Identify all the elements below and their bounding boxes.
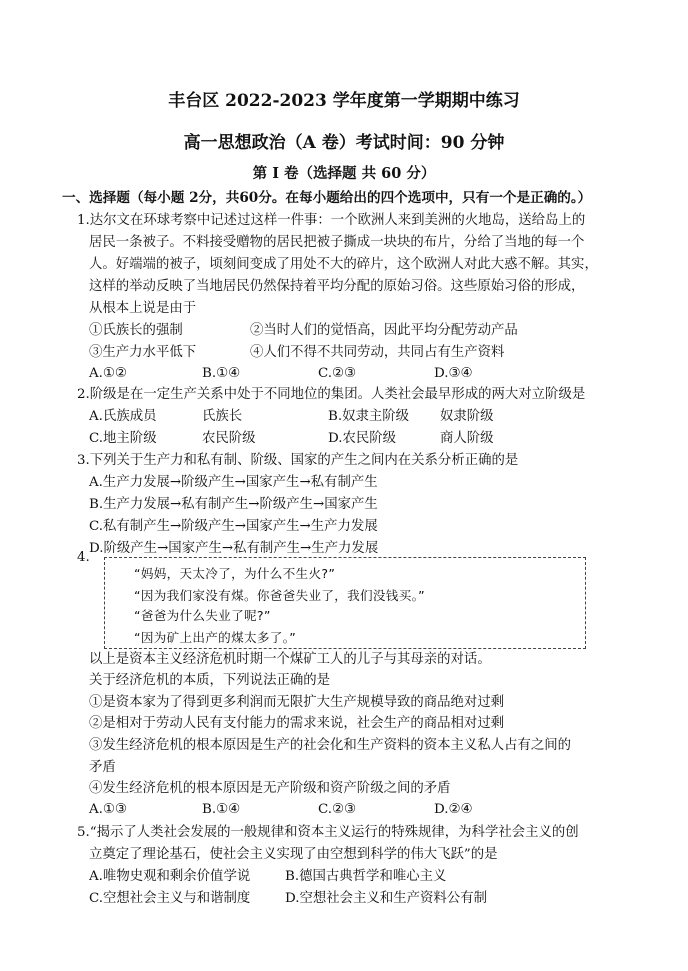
q2-option-b-pair: 奴隶阶级 bbox=[440, 409, 494, 424]
q1-option-a: A.①② bbox=[89, 366, 127, 381]
q2-option-c: C.地主阶级 bbox=[89, 431, 157, 446]
q4-statement-1: ①是资本家为了得到更多利润而无限扩大生产规模导致的商品绝对过剩 bbox=[89, 695, 505, 710]
q1-stem-line: 人。好端端的被子，顷刻间变成了用处不大的碎片，这个欧洲人对此大惑不解。其实， bbox=[89, 257, 598, 272]
volume-heading: 第 I 卷（选择题 共 60 分） bbox=[252, 165, 436, 182]
q4-number: 4. bbox=[77, 550, 90, 565]
q1-option-c: C.②③ bbox=[318, 366, 357, 381]
section-heading: 一、选择题（每小题 2分，共60分。在每小题给出的四个选项中，只有一个是正确的。） bbox=[62, 190, 592, 206]
q3-option-d: D.阶级产生→国家产生→私有制产生→生产力发展 bbox=[89, 541, 379, 556]
q4-statement-4: ④发生经济危机的根本原因是无产阶级和资产阶级之间的矛盾 bbox=[89, 781, 451, 796]
q1-statement-4: ④人们不得不共同劳动，共同占有生产资料 bbox=[250, 345, 505, 360]
q2-option-d: D.农民阶级 bbox=[328, 431, 397, 446]
q4-statement-2: ②是相对于劳动人民有支付能力的需求来说，社会生产的商品相对过剩 bbox=[89, 716, 505, 731]
q5-option-a: A.唯物史观和剩余价值学说 bbox=[89, 869, 251, 884]
q2-stem: 2.阶级是在一定生产关系中处于不同地位的集团。人类社会最早形成的两大对立阶级是 bbox=[77, 387, 586, 402]
q4-statement-3-cont: 矛盾 bbox=[89, 760, 116, 775]
q3-option-a: A.生产力发展→阶级产生→国家产生→私有制产生 bbox=[89, 475, 378, 490]
dialog-line: “因为矿上出产的煤太多了。” bbox=[134, 630, 297, 645]
q1-option-b: B.①④ bbox=[202, 366, 241, 381]
q5-option-b: B.德国古典哲学和唯心主义 bbox=[285, 869, 447, 884]
q2-option-c-pair: 农民阶级 bbox=[202, 431, 256, 446]
q2-option-a-pair: 氏族长 bbox=[202, 409, 243, 424]
dialog-line: “爸爸为什么失业了呢?” bbox=[134, 608, 271, 623]
q5-stem-line: 5.“揭示了人类社会发展的一般规律和资本主义运行的特殊规律，为科学社会主义的创 bbox=[77, 825, 579, 840]
q4-option-c: C.②③ bbox=[318, 802, 357, 817]
q4-stem-line: 以上是资本主义经济危机时期一个煤矿工人的儿子与其母亲的对话。 bbox=[89, 652, 491, 667]
q4-option-d: D.②④ bbox=[434, 802, 473, 817]
q5-stem-line: 立奠定了理论基石，使社会主义实现了由空想到科学的伟大飞跃”的是 bbox=[89, 847, 498, 862]
q1-statement-2: ②当时人们的觉悟高，因此平均分配劳动产品 bbox=[250, 323, 518, 338]
q1-statement-1: ①氏族长的强制 bbox=[89, 323, 183, 338]
q3-option-c: C.私有制产生→阶级产生→国家产生→生产力发展 bbox=[89, 519, 378, 534]
dialog-line: “妈妈，天太冷了，为什么不生火?” bbox=[134, 566, 336, 581]
q5-option-d: D.空想社会主义和生产资料公有制 bbox=[285, 891, 487, 906]
q5-option-c: C.空想社会主义与和谐制度 bbox=[89, 891, 251, 906]
q1-stem-line: 1.达尔文在环球考察中记述过这样一件事：一个欧洲人来到美洲的火地岛，送给岛上的 bbox=[77, 213, 586, 228]
q1-statement-3: ③生产力水平低下 bbox=[89, 345, 197, 360]
q3-stem: 3.下列关于生产力和私有制、阶级、国家的产生之间内在关系分析正确的是 bbox=[77, 453, 519, 468]
dialog-line: “因为我们家没有煤。你爸爸失业了，我们没钱买。” bbox=[134, 588, 426, 603]
exam-subtitle: 高一思想政治（A 卷）考试时间：90 分钟 bbox=[183, 133, 505, 153]
q2-option-b: B.奴隶主阶级 bbox=[328, 409, 410, 424]
q4-stem-line: 关于经济危机的本质，下列说法正确的是 bbox=[89, 673, 331, 688]
q4-option-a: A.①③ bbox=[89, 802, 127, 817]
q4-option-b: B.①④ bbox=[202, 802, 241, 817]
q1-option-d: D.③④ bbox=[434, 366, 473, 381]
q2-option-d-pair: 商人阶级 bbox=[440, 431, 494, 446]
q1-stem-line: 居民一条被子。不料接受赠物的居民把被子撕成一块块的布片，分给了当地的每一个 bbox=[89, 235, 585, 250]
q1-stem-line: 从根本上说是由于 bbox=[89, 301, 197, 316]
q1-stem-line: 这样的举动反映了当地居民仍然保持着平均分配的原始习俗。这些原始习俗的形成， bbox=[89, 279, 585, 294]
q3-option-b: B.生产力发展→私有制产生→阶级产生→国家产生 bbox=[89, 497, 378, 512]
q2-option-a: A.氏族成员 bbox=[89, 409, 157, 424]
exam-title: 丰台区 2022-2023 学年度第一学期期中练习 bbox=[168, 91, 520, 111]
q4-statement-3: ③发生经济危机的根本原因是生产的社会化和生产资料的资本主义私人占有之间的 bbox=[89, 738, 572, 753]
